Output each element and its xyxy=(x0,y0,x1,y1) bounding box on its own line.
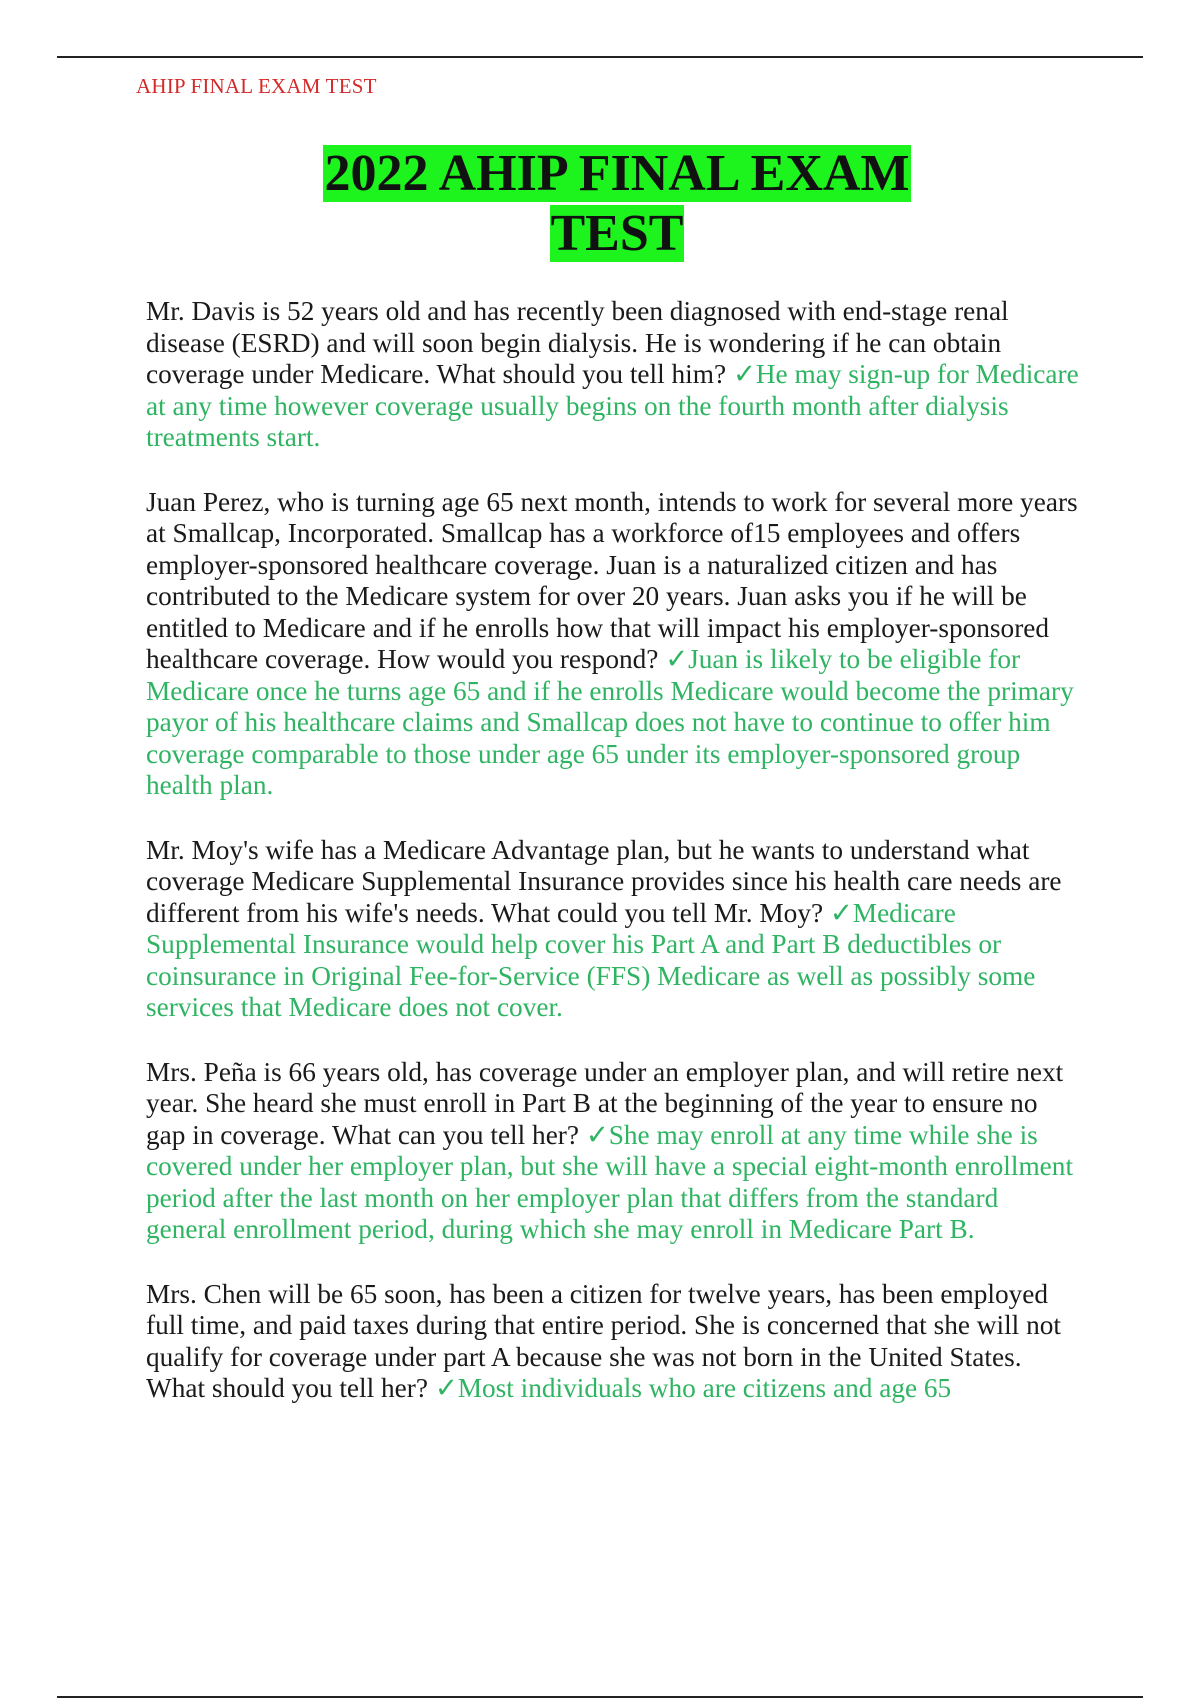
question-text: Mr. Moy's wife has a Medicare Advantage plan, but he wants to understand what coverage Medicare Supplemental Insurance provides since his health care needs are different from his wife's needs. What could you tell Mr. Moy? xyxy=(146,834,1062,928)
footer-rule xyxy=(57,1696,1143,1698)
qa-item xyxy=(146,835,1081,1024)
qa-item xyxy=(146,487,1081,802)
question-list xyxy=(146,296,1081,1438)
question-text: Mrs. Chen will be 65 soon, has been a citizen for twelve years, has been employed full time, and paid taxes during that entire period. She is concerned that she will not qualify for coverage under part A because she was not born in the United States. What should you tell her? xyxy=(146,1278,1061,1403)
check-icon: ✓ xyxy=(665,644,689,674)
answer-text: She may enroll at any time while she is covered under her employer plan, but she will have a special eight-month enrollment period after the last month on her employer plan that differs from the standard general enrollment period, during which she may enroll in Medicare Part B. xyxy=(146,1119,1074,1244)
question-text: Juan Perez, who is turning age 65 next month, intends to work for several more years at Smallcap, Incorporated. Smallcap has a workforce of15 employees and offers employer-sponsored healthcare coverage. Juan is a naturalized citizen and has contributed to the Medicare system for over 20 years. Juan asks you if he will be entitled to Medicare and if he enrolls how that will impact his employer-sponsored healthcare coverage. How would you respond? xyxy=(146,486,1078,674)
header-rule xyxy=(57,56,1143,58)
answer-text: Juan is likely to be eligible for Medicare once he turns age 65 and if he enrolls Medicare would become the primary payor of his healthcare claims and Smallcap does not have to continue to offer him coverage comparable to those under age 65 under its employer-sponsored group health plan. xyxy=(146,644,1074,800)
title-line-2 xyxy=(0,204,1200,264)
question-text: Mrs. Peña is 66 years old, has coverage under an employer plan, and will retire next year. She heard she must enroll in Part B at the beginning of the year to ensure no gap in coverage. What can you tell her? xyxy=(146,1056,1064,1150)
check-icon: ✓ xyxy=(585,1119,609,1150)
document-title xyxy=(0,144,1200,264)
question-text: Mr. Davis is 52 years old and has recently been diagnosed with end-stage renal disease (ESRD) and will soon begin dialysis. He is wondering if he can obtain coverage under Medicare. What should you tell him? xyxy=(146,296,1009,389)
check-icon: ✓ xyxy=(829,897,853,928)
qa-item xyxy=(146,296,1081,454)
check-icon: ✓ xyxy=(434,1373,458,1403)
answer-text: Most individuals who are citizens and age 65 xyxy=(457,1373,952,1403)
running-header: AHIP FINAL EXAM TEST xyxy=(136,74,377,98)
title-line-2-text: TEST xyxy=(550,205,684,262)
answer-text: He may sign-up for Medicare at any time however coverage usually begins on the fourth month after dialysis treatments start. xyxy=(146,359,1079,452)
check-icon: ✓ xyxy=(732,359,756,389)
answer-text: Medicare Supplemental Insurance would help cover his Part A and Part B deductibles or coinsurance in Original Fee-for-Service (FFS) Medicare as well as possibly some services that Medicare does not cover. xyxy=(146,897,1036,1022)
title-line-1 xyxy=(0,144,1200,204)
qa-item xyxy=(146,1279,1081,1405)
title-line-1-text: 2022 AHIP FINAL EXAM xyxy=(324,145,910,202)
qa-item xyxy=(146,1057,1081,1246)
